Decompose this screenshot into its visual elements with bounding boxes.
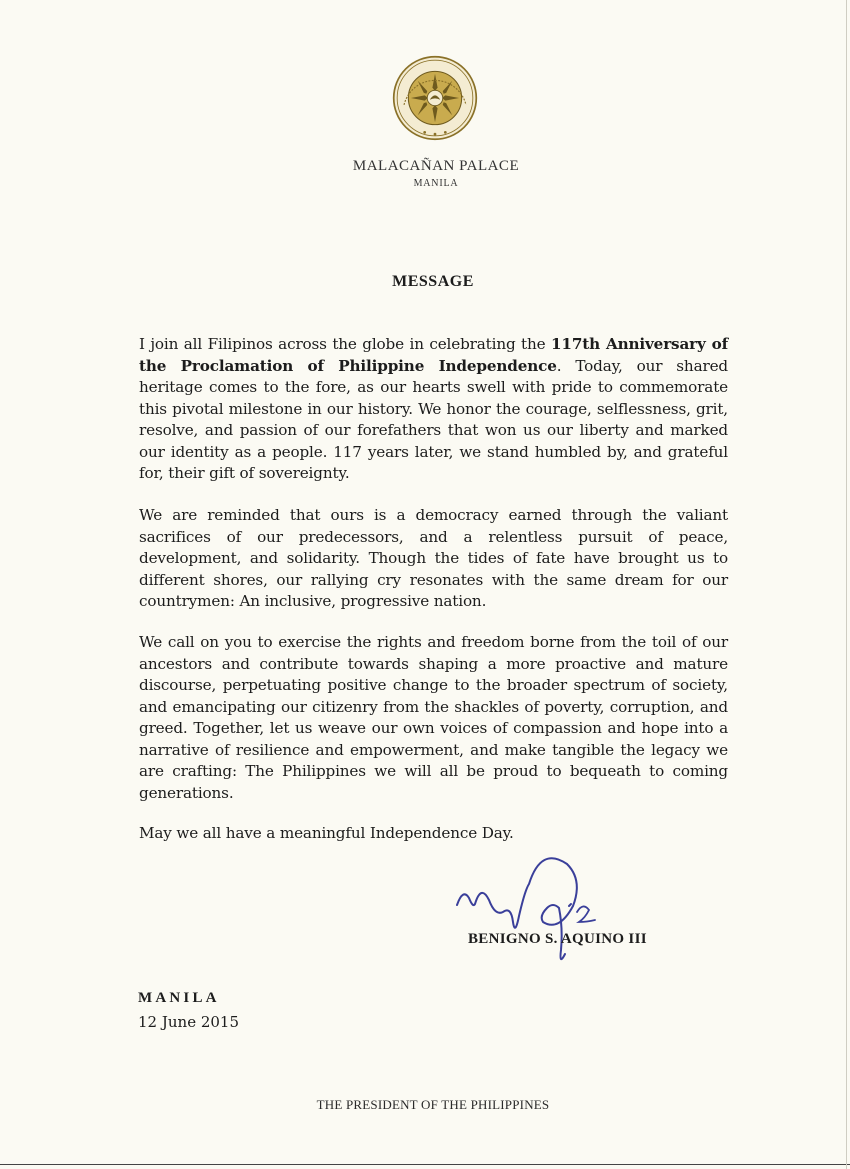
- letterhead-city: MANILA: [413, 178, 459, 189]
- closing-line: May we all have a meaningful Independence Day.: [139, 824, 514, 842]
- letterhead-palace: MALACAÑAN PALACE: [352, 158, 520, 174]
- scan-edge-line: [0, 1164, 850, 1165]
- place: MANILA: [138, 990, 220, 1006]
- paragraph-1: [139, 334, 728, 485]
- message-heading: MESSAGE: [392, 273, 474, 290]
- paragraph-1-emphasis: 117th Anniversary of the Proclamation of Philippine Independence: [139, 335, 729, 375]
- date: 12 June 2015: [138, 1013, 240, 1031]
- signature: [455, 850, 635, 970]
- paragraph-2: We are reminded that ours is a democracy earned through the valiant sacrifices of our predecessors, and a relentless pursuit of peace, development, and solidarity. Though the tides of fate have brought us to different shores, our rallying cry resonates with the same dream for our countrymen: An inclusive, progressive nation.: [139, 506, 728, 610]
- paragraph-1-rest: . Today, our shared heritage comes to the fore, as our hearts swell with pride to commemorate this pivotal milestone in our history. We honor the courage, selflessness, grit, resolve, and passion of our forefathers that won us our liberty and marked our identity as a people. 117 years later, we stand humbled by, and grateful for, their gift of sovereignty.: [139, 356, 728, 482]
- presidential-seal-icon: [392, 55, 478, 141]
- signatory-name: BENIGNO S. AQUINO III: [468, 931, 647, 947]
- scan-edge-line: [846, 0, 847, 1169]
- paragraph-1-start: I join all Filipinos across the globe in celebrating the: [139, 335, 551, 353]
- paragraph-3: We call on you to exercise the rights and freedom borne from the toil of our ancestors and contribute towards shaping a more proactive and mature discourse, perpetuating positive change to the broader spectrum of society, and emancipating our citizenry from the shackles of poverty, corruption, and greed. Together, let us weave our own voices of compassion and hope into a narrative of resilience and empowerment, and make tangible the legacy we are crafting: The Philippines we will all be proud to bequeath to coming generations.: [139, 633, 728, 802]
- footer: THE PRESIDENT OF THE PHILIPPINES: [316, 1097, 550, 1112]
